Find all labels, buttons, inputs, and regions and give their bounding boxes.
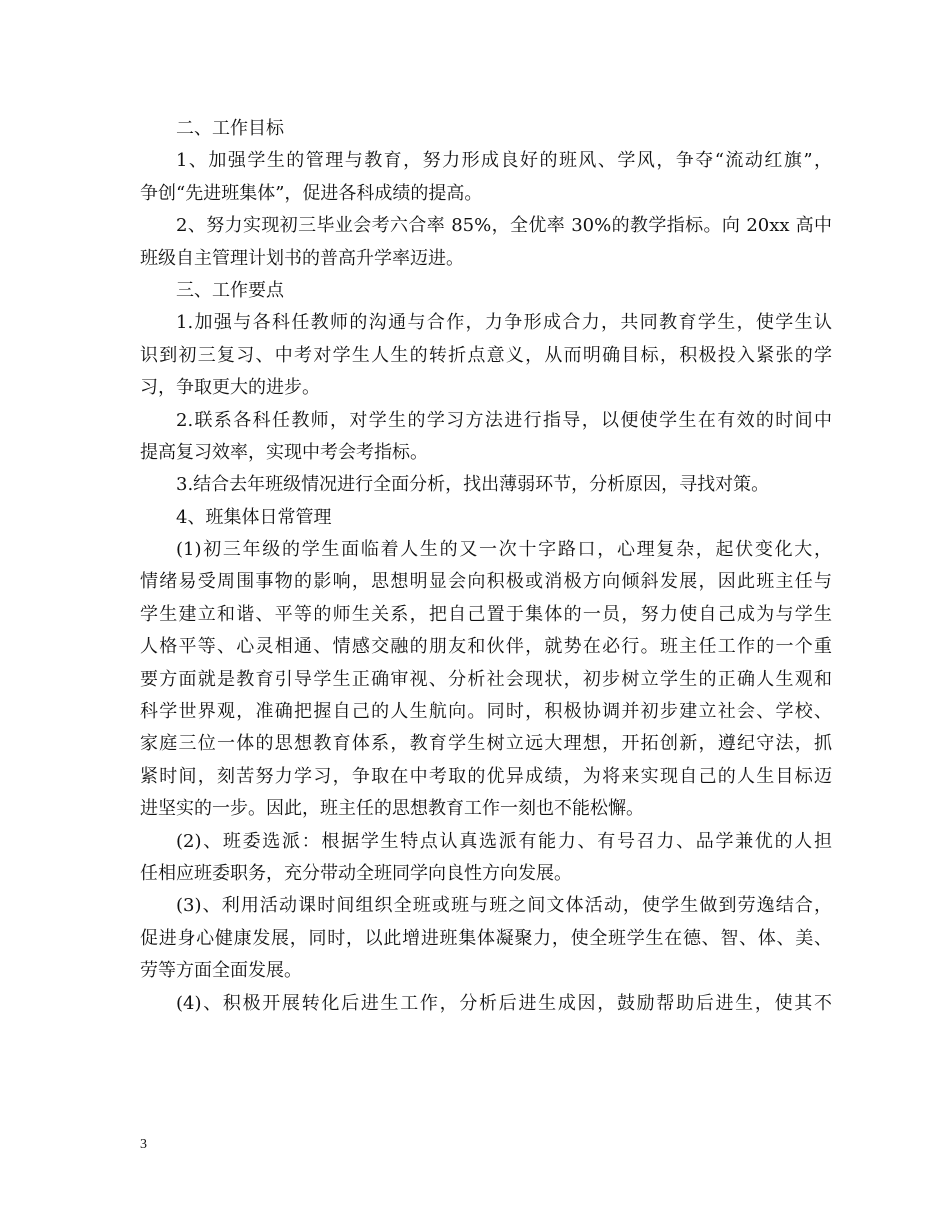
paragraph-line: 提高复习效率，实现中考会考指标。: [140, 441, 428, 463]
paragraph-line: 2、努力实现初三毕业会考六合率 85%，全优率 30%的教学指标。向 20xx 高中: [176, 215, 832, 237]
paragraph-line: 任相应班委职务，充分带动全班同学向良性方向发展。: [140, 862, 572, 884]
paragraph-line: 紧时间，刻苦努力学习，争取在中考取的优异成绩，为将来实现自己的人生目标迈: [140, 765, 832, 787]
paragraph-line: 1.加强与各科任教师的沟通与合作，力争形成合力，共同教育学生，使学生认: [176, 312, 832, 334]
paragraph-line: 劳等方面全面发展。: [140, 960, 302, 982]
paragraph-line: (1)初三年级的学生面临着人生的又一次十字路口，心理复杂，起伏变化大，: [176, 539, 832, 561]
paragraph-line: 2.联系各科任教师，对学生的学习方法进行指导，以便使学生在有效的时间中: [176, 409, 832, 431]
paragraph-line: 1、加强学生的管理与教育，努力形成良好的班风、学风，争夺“流动红旗”，: [176, 150, 832, 172]
paragraph-line: 人格平等、心灵相通、情感交融的朋友和伙伴，就势在必行。班主任工作的一个重: [140, 636, 832, 658]
document-body: [140, 113, 832, 1020]
paragraph-line: 习，争取更大的进步。: [140, 377, 320, 399]
paragraph-line: 识到初三复习、中考对学生人生的转折点意义，从而明确目标，积极投入紧张的学: [140, 344, 832, 366]
paragraph-line: (4)、积极开展转化后进生工作，分析后进生成因，鼓励帮助后进生，使其不: [176, 992, 832, 1014]
paragraph-line: 情绪易受周围事物的影响，思想明显会向积极或消极方向倾斜发展，因此班主任与: [140, 571, 832, 593]
paragraph-line: 家庭三位一体的思想教育体系，教育学生树立远大理想，开拓创新，遵纪守法，抓: [140, 733, 832, 755]
section-heading: 二、工作目标: [176, 118, 284, 139]
section-heading: 三、工作要点: [176, 279, 284, 301]
paragraph-line: 班级自主管理计划书的普高升学率迈进。: [140, 247, 464, 269]
paragraph-line: 促进身心健康发展，同时，以此增进班集体凝聚力，使全班学生在德、智、体、美、: [140, 927, 832, 949]
paragraph-line: (2)、班委选派：根据学生特点认真选派有能力、有号召力、品学兼优的人担: [176, 830, 832, 852]
page-number: 3: [140, 1137, 147, 1152]
paragraph-line: 3.结合去年班级情况进行全面分析，找出薄弱环节，分析原因，寻找对策。: [176, 474, 770, 496]
paragraph-line: 要方面就是教育引导学生正确审视、分析社会现状，初步树立学生的正确人生观和: [140, 668, 832, 690]
paragraph-line: 进坚实的一步。因此，班主任的思想教育工作一刻也不能松懈。: [140, 798, 644, 820]
paragraph-line: 争创“先进班集体”，促进各科成绩的提高。: [140, 182, 483, 204]
paragraph-line: 科学世界观，准确把握自己的人生航向。同时，积极协调并初步建立社会、学校、: [140, 701, 832, 723]
paragraph-line: (3)、利用活动课时间组织全班或班与班之间文体活动，使学生做到劳逸结合，: [176, 895, 832, 917]
section-heading: 4、班集体日常管理: [176, 506, 332, 528]
paragraph-line: 学生建立和谐、平等的师生关系，把自己置于集体的一员，努力使自己成为与学生: [140, 603, 832, 625]
